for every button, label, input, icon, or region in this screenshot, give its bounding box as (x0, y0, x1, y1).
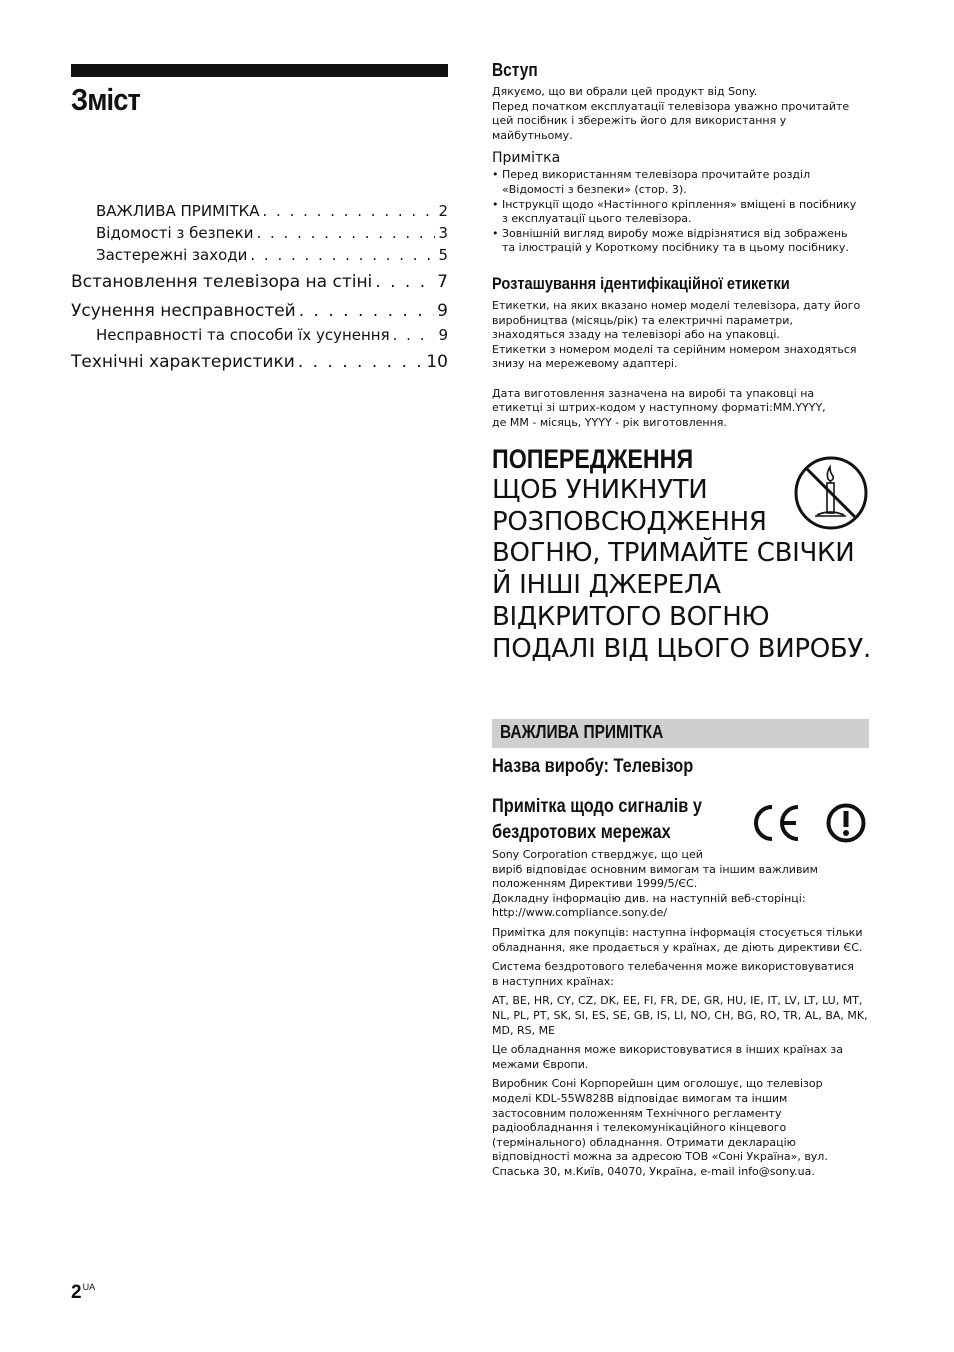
warning-line: ЩОБ УНИКНУТИ (492, 475, 708, 505)
wireless-paragraph: Це обладнання може використовуватися в інших країнах за межами Європи. (492, 1043, 843, 1071)
intro-line: цей посібник і збережіть його для використання у (492, 114, 787, 128)
toc-leader-dots (299, 301, 434, 321)
warning-line: ПОДАЛІ ВІД ЦЬОГО ВИРОБУ. (492, 633, 871, 664)
intro-section (492, 60, 870, 256)
product-name: Назва виробу: Телевізор (492, 756, 694, 777)
label-title: Розташування ідентифікаційної етикетки (492, 274, 790, 293)
note-title: Примітка (492, 150, 561, 167)
wireless-paragraph: AT, BE, HR, CY, CZ, DK, EE, FI, FR, DE, GR, HU, IE, IT, LV, LT, LU, MT, NL, PL, PT, SK, SI, ES, SE, GB, IS, LI, NO, CH, BG, RO, TR, AL, BA, MK, MD, RS, ME (492, 994, 868, 1037)
intro-line: Перед початком експлуатації телевізора уважно прочитайте (492, 99, 850, 113)
ce-mark-icon (748, 803, 804, 843)
toc-entry-page: 9 (438, 326, 448, 344)
page-number-value: 2 (71, 1282, 82, 1303)
intro-line: майбутньому. (492, 128, 573, 142)
page-language: UA (82, 1282, 96, 1292)
important-banner (492, 719, 869, 748)
wireless-paragraph: Sony Corporation стверджує, що цей виріб відповідає основним вимогам та іншим важливим положенням Директиви 1999/5/ЄС. Докладну інформацію див. на наступній веб-сторінці: http://www.compliance.sony.de/ (492, 848, 818, 920)
warning-line: РОЗПОВСЮДЖЕННЯ (492, 506, 767, 537)
toc-leader-dots (375, 272, 434, 292)
label-line: де MM - місяць, YYYY - рік виготовлення. (492, 415, 727, 429)
warning-title: ПОПЕРЕДЖЕННЯ (492, 444, 694, 474)
toc-entry-page: 2 (438, 202, 448, 220)
toc-entry-label: Застережні заходи (96, 246, 248, 264)
warning-line: ВІДКРИТОГО ВОГНЮ (492, 601, 770, 632)
warning-line: ВОГНЮ, ТРИМАЙТЕ СВІЧКИ (492, 538, 855, 569)
label-line: знаходяться ззаду на телевізорі або на упаковці. (492, 328, 780, 342)
important-section (492, 756, 870, 1184)
toc-entry-label: ВАЖЛИВА ПРИМІТКА (96, 202, 260, 220)
toc-entry[interactable] (71, 202, 448, 224)
warning-line: Й ІНШІ ДЖЕРЕЛА (492, 570, 721, 601)
label-line: етикетці зі штрих-кодом у наступному форматі:MM.YYYY, (492, 401, 826, 415)
wireless-paragraph: Примітка для покупців: наступна інформація стосується тільки обладнання, яке продається у країнах, де діють директиви ЄС. (492, 925, 863, 954)
page-number (71, 1282, 95, 1304)
alert-circle-icon (826, 803, 866, 843)
wireless-paragraph: Виробник Соні Корпорейшн цим оголошує, що телевізор моделі KDL-55W828B відповідає вимогам та іншим застосовним положенням Технічного регламенту радіообладнання і телекомунікаційного кінцевого (термінального) обладнання. Отримати декларацію відповідності можна за адресою ТОВ «Соні Україна», вул. Спаська 30, м.Київ, 04070, Україна, e-mail info@sony.ua. (492, 1077, 828, 1178)
toc-leader-dots (250, 246, 435, 264)
label-text (492, 299, 870, 430)
intro-text (492, 85, 870, 143)
toc-entry[interactable] (71, 272, 448, 301)
toc-entry[interactable] (71, 326, 448, 348)
note-list (492, 168, 870, 256)
wireless-text (492, 848, 870, 1179)
toc-entry-label: Несправності та способи їх усунення (96, 326, 390, 344)
note-item: • Інструкції щодо «Настінного кріплення» вміщені в посібнику з експлуатації цього телевізора. (492, 198, 870, 227)
toc-entry-page: 9 (437, 301, 448, 321)
wireless-paragraph: Система бездротового телебачення може використовуватися в наступних країнах: (492, 960, 854, 988)
toc-leader-dots (393, 326, 436, 344)
no-open-flame-candle-icon (793, 455, 869, 531)
intro-title: Вступ (492, 60, 538, 80)
intro-line: Дякуємо, що ви обрали цей продукт від Sony. (492, 85, 758, 98)
important-banner-label: ВАЖЛИВА ПРИМІТКА (500, 722, 664, 742)
toc-entry[interactable] (71, 246, 448, 268)
wireless-title-line: бездротових мережах (492, 822, 671, 843)
wireless-title (492, 794, 870, 846)
note-item: • Перед використанням телевізора прочитайте розділ «Відомості з безпеки» (стор. 3). (492, 168, 870, 197)
table-of-contents (71, 202, 448, 381)
toc-leader-dots (298, 352, 424, 372)
label-line: виробництва (місяць/рік) та електричні параметри, (492, 313, 793, 327)
label-line: Етикетки з номером моделі та серійним номером знаходяться (492, 342, 857, 356)
label-line: знизу на мережевому адаптері. (492, 357, 678, 371)
toc-entry-page: 7 (437, 272, 448, 292)
toc-entry-label: Відомості з безпеки (96, 224, 254, 242)
toc-title: Зміст (71, 82, 140, 117)
toc-entry-label: Встановлення телевізора на стіні (71, 272, 373, 292)
toc-leader-dots (263, 202, 436, 220)
toc-header-bar (71, 64, 448, 77)
toc-entry-page: 5 (438, 246, 448, 264)
toc-entry[interactable] (71, 224, 448, 246)
toc-entry[interactable] (71, 352, 448, 381)
wireless-title-line: Примітка щодо сигналів у (492, 796, 702, 817)
label-section (492, 274, 870, 430)
label-line: Етикетки, на яких вказано номер моделі телевізора, дату його (492, 299, 861, 312)
toc-entry-label: Технічні характеристики (71, 352, 295, 372)
toc-entry-page: 3 (438, 224, 448, 242)
toc-entry-page: 10 (426, 352, 448, 372)
label-line (492, 372, 870, 387)
note-item: • Зовнішній вигляд виробу може відрізнятися від зображень та ілюстрацій у Короткому посібнику та в цьому посібнику. (492, 227, 870, 256)
toc-leader-dots (256, 224, 435, 242)
toc-entry-label: Усунення несправностей (71, 301, 296, 321)
label-line: Дата виготовлення зазначена на виробі та упаковці на (492, 386, 815, 400)
